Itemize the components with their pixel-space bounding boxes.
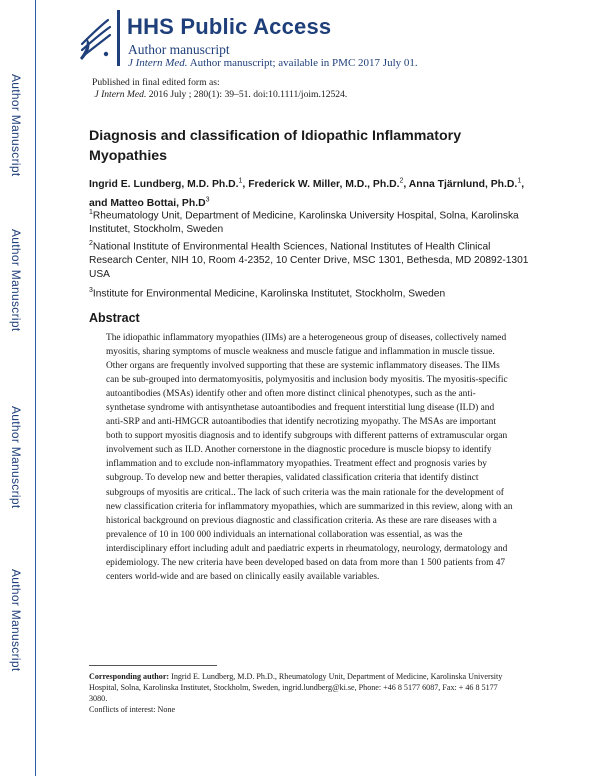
abstract-body: The idiopathic inflammatory myopathies (IIMs) are a heterogeneous group of diseases, collectively named myositis, sharing symptoms of muscle weakness and muscle fatigue and inflammation in muscle tissue. Other organs are frequently involved supporting that these are systemic inflammatory diseases. The IIMs can be sub-grouped into dermatomyositis, polymyositis and inclusion body myositis. The myositis-specific autoantibodies (MSAs) identify other and often more distinct clinical phenotypes, such as the anti-synthetase syndrome with antisynthetase autoantibodies and frequent interstitial lung disease (ILD) and anti-SRP and anti-HMGCR autoantibodies that identify necrotizing myopathy. The MSAs are important both to support myositis diagnosis and to identify subgroups with different patterns of extramuscular organ involvement such as ILD. Another cornerstone in the diagnostic procedure is muscle biopsy to identify inflammation and to exclude non-inflammatory myopathies. Treatment effect and prognosis varies by subgroup. To develop new and better therapies, validated classification criteria that identify distinct subgroups of myositis are critical.. The lack of such criteria was the main rationale for the development of new classification criteria for inflammatory myopathies, which are summarized in this review, along with an historical background on previous diagnostic and classification criteria. As these are rare diseases with a prevalence of 10 in 100 000 individuals an international collaboration was essential, as was the interdisciplinary effort including adult and paediatric experts in rheumatology, neurology, dermatology and epidemiology. The new criteria have been developed based on data from more than 1 500 patients from 47 centers world-wide and are based on clinically easily available variables. xyxy=(106,333,513,582)
header-journal-line xyxy=(128,57,418,69)
affiliation: $^1$Rheumatology Unit, Department of Medicine, Karolinska University Hospital, Solna, Karolinska Institutet, Stockholm, Sweden xyxy=(89,209,519,236)
publication-info xyxy=(92,77,347,101)
publication-line1: Published in final edited form as: xyxy=(92,77,220,88)
side-label: Author Manuscript xyxy=(9,73,23,177)
header-journal-abbrev: J Intern Med. xyxy=(128,57,188,69)
side-label: Author Manuscript xyxy=(9,405,23,509)
header-journal-rest: Author manuscript; available in PMC 2017 July 01. xyxy=(187,57,418,69)
paper-title: Diagnosis and classification of Idiopathic Inflammatory Myopathies xyxy=(89,128,462,164)
author: and Matteo Bottai, $Ph.D^3$ xyxy=(89,196,210,209)
affiliation: $^2$National Institute of Environmental Health Sciences, National Institutes of Health Clinical Research Center, NIH 10, Room 4-2352, 10 Center Drive, MSC 1301, Bethesda, MD 20892-1301 USA xyxy=(89,240,529,281)
side-rule xyxy=(35,0,36,776)
publication-citation: J Intern Med. 2016 July ; 280(1): 39–51. doi:10.1111/joim.12524. xyxy=(94,89,348,100)
corresponding-author: Corresponding author: Ingrid E. Lundberg, M.D. Ph.D., Rheumatology Unit, Department of Medicine, Karolinska University Hospital, Solna, Karolinska Institutet, Stockholm, Sweden, ingrid.lundberg@ki.se, Phone: +46 8 5177 6087, Fax: + 46 8 5177 3080. xyxy=(89,672,503,703)
affiliation: $^3$Institute for Environmental Medicine, Karolinska Institutet, Stockholm, Sweden xyxy=(89,287,446,300)
hhs-logo-icon xyxy=(76,14,114,62)
conflicts-of-interest: Conflicts of interest: None xyxy=(89,705,176,714)
author: Anna Tjärnlund, Ph.D.$^1$, xyxy=(408,178,525,191)
side-label: Author Manuscript xyxy=(9,228,23,332)
abstract-heading: Abstract xyxy=(89,311,140,325)
side-label: Author Manuscript xyxy=(9,568,23,672)
header-subtitle: Author manuscript xyxy=(128,42,230,57)
author: Frederick W. Miller, M.D., Ph.D.$^2$, xyxy=(248,178,409,191)
footnote-divider xyxy=(89,665,217,666)
header-divider xyxy=(117,10,120,66)
header-title: HHS Public Access xyxy=(127,14,332,39)
footnote xyxy=(89,671,509,715)
author: Ingrid E. Lundberg, M.D. Ph.D.$^1$, xyxy=(89,178,249,191)
